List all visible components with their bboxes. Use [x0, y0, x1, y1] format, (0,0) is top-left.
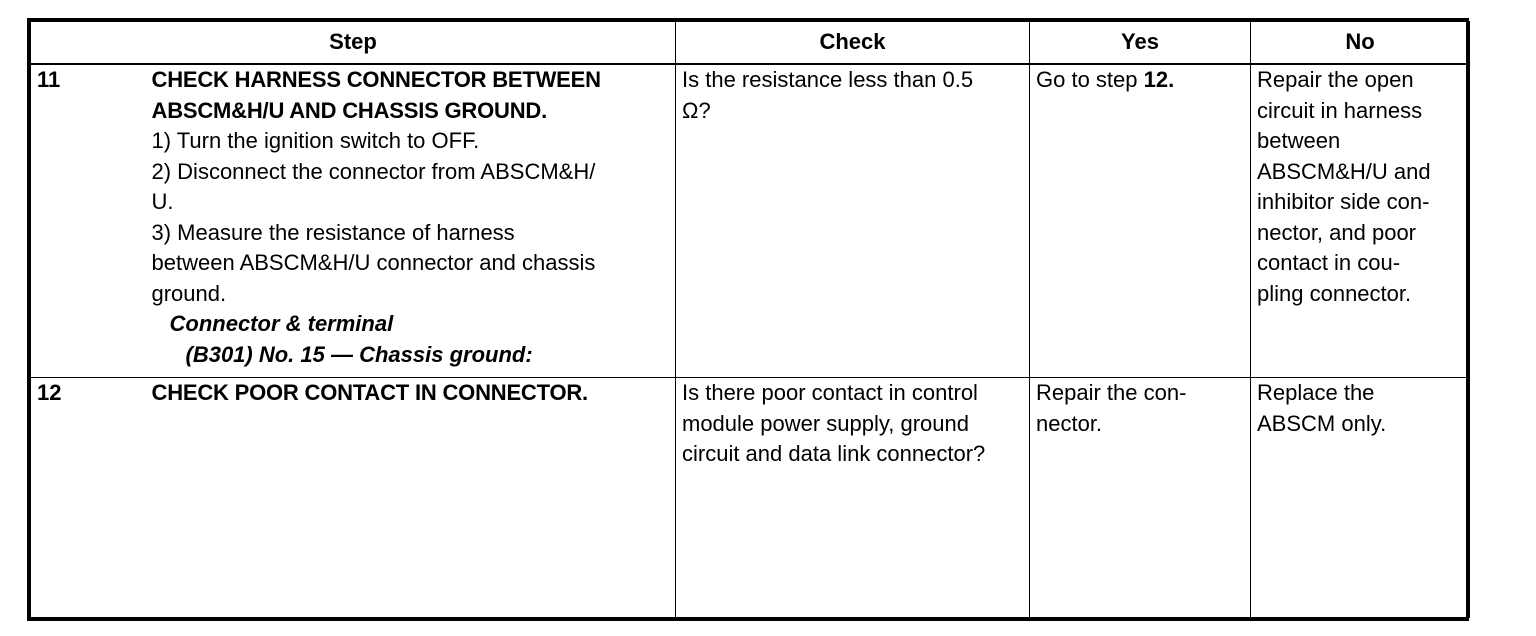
no-line: nector, and poor [1257, 219, 1417, 245]
check-line: Ω? [682, 97, 711, 123]
check-cell [676, 378, 1030, 618]
check-line: circuit and data link connector? [682, 441, 986, 466]
header-no: No [1251, 22, 1470, 65]
step-number: 12 [37, 380, 62, 405]
yes-text [1030, 65, 1250, 96]
no-line: Replace the [1257, 380, 1375, 405]
step-number-cell [31, 64, 152, 378]
step-cell [152, 378, 676, 618]
check-line: Is there poor contact in control [682, 380, 978, 405]
step-instruction: U. [151, 189, 174, 214]
step-instruction: between ABSCM&H/U connector and chassis [151, 250, 596, 275]
yes-line: nector. [1036, 410, 1103, 436]
check-line: module power supply, ground [682, 410, 969, 436]
header-check: Check [676, 22, 1030, 65]
spec-value: (B301) No. 15 — Chassis ground: [185, 341, 533, 367]
no-line: inhibitor side con- [1257, 189, 1430, 214]
yes-prefix: Go to step [1036, 67, 1144, 92]
step-title-line: CHECK HARNESS CONNECTOR BETWEEN [151, 67, 601, 92]
table-row [31, 64, 1470, 378]
spec-label: Connector & terminal [169, 311, 394, 336]
step-instruction: 1) Turn the ignition switch to OFF. [151, 128, 480, 153]
yes-step-reference: 12. [1143, 67, 1175, 92]
check-cell [676, 64, 1030, 378]
step-number-cell [31, 378, 152, 618]
step-number: 11 [37, 67, 61, 92]
yes-cell [1030, 64, 1251, 378]
no-line: between [1257, 128, 1341, 153]
no-cell [1251, 378, 1470, 618]
no-line: ABSCM only. [1257, 410, 1387, 436]
table-row [31, 378, 1470, 618]
header-yes: Yes [1030, 22, 1251, 65]
step-cell [152, 64, 676, 378]
no-line: circuit in harness [1257, 97, 1423, 123]
no-cell [1251, 64, 1470, 378]
check-line: Is the resistance less than 0.5 [682, 67, 974, 92]
no-line: contact in cou- [1257, 250, 1401, 275]
step-title-line: ABSCM&H/U AND CHASSIS GROUND. [151, 97, 548, 123]
table-header-row [31, 22, 1470, 65]
no-line: ABSCM&H/U and [1257, 158, 1431, 184]
yes-line: Repair the con- [1036, 380, 1187, 405]
diagnostic-table [27, 18, 1469, 621]
step-title-line: CHECK POOR CONTACT IN CONNECTOR. [151, 380, 588, 405]
step-instruction: 3) Measure the resistance of harness [151, 219, 515, 245]
diagnostic-table-grid [30, 21, 1470, 618]
step-instruction: 2) Disconnect the connector from ABSCM&H/ [151, 158, 596, 184]
step-instruction: ground. [151, 280, 227, 306]
yes-cell [1030, 378, 1251, 618]
no-line: pling connector. [1257, 280, 1412, 306]
no-line: Repair the open [1257, 67, 1414, 92]
header-step: Step [31, 22, 676, 65]
